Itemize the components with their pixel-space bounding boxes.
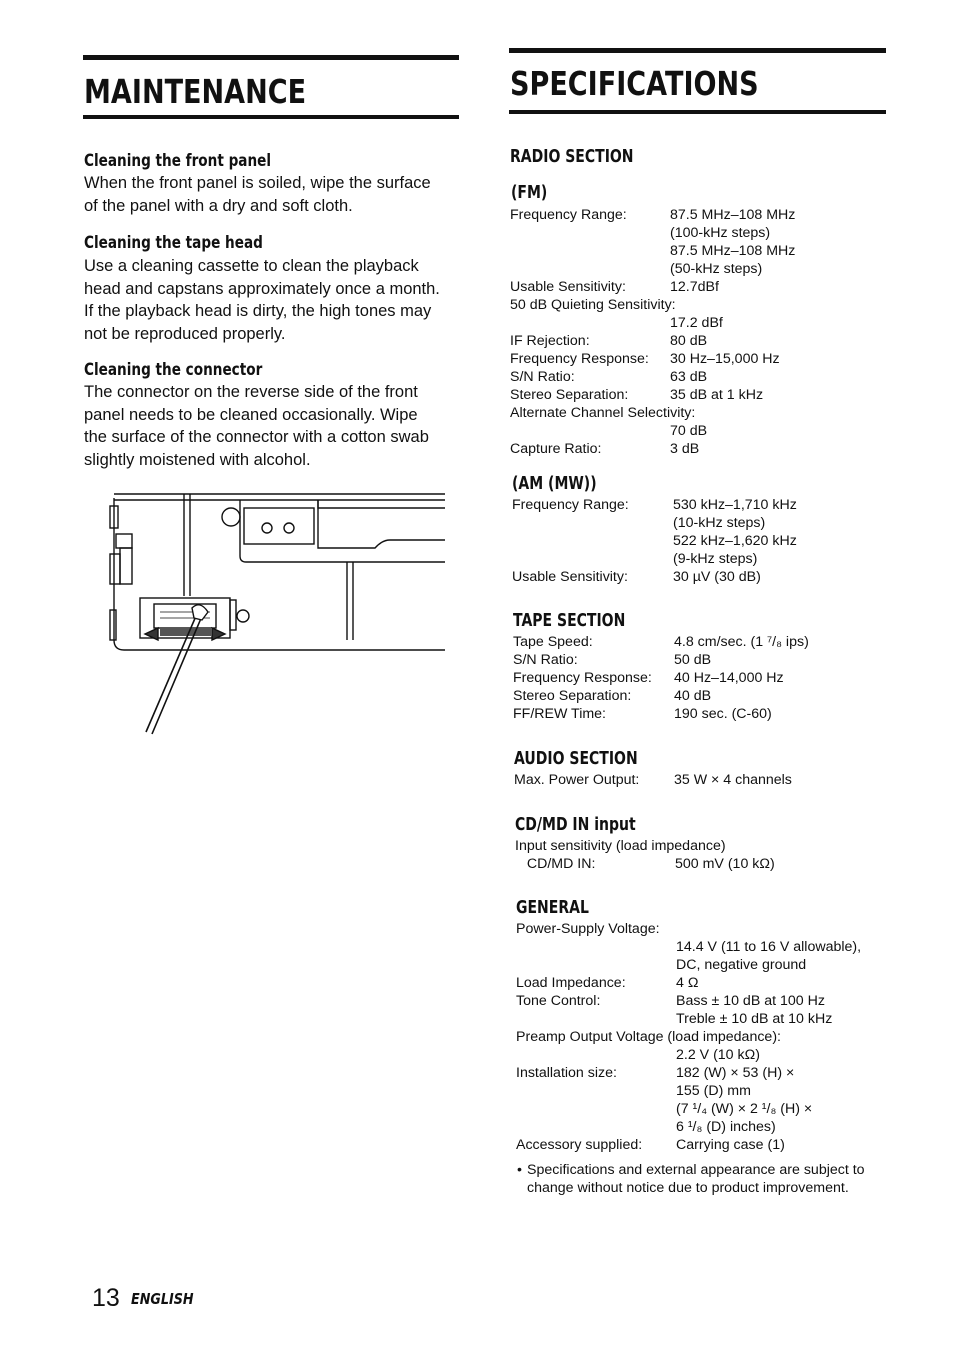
cdmd-spec-list — [515, 837, 895, 873]
general-section-heading: GENERAL — [516, 898, 589, 918]
spec-row — [513, 687, 893, 705]
spec-value: 14.4 V (11 to 16 V allowable), — [676, 939, 862, 955]
spec-value: (10-kHz steps) — [673, 515, 766, 531]
spec-label: Preamp Output Voltage (load impedance): — [516, 1029, 781, 1045]
spec-value: 4.8 cm/sec. (1 ⁷/₈ ips) — [674, 634, 809, 650]
spec-value: (50-kHz steps) — [670, 261, 763, 277]
spec-row — [510, 296, 890, 314]
spec-label: Tone Control: — [516, 993, 601, 1009]
spec-row — [516, 1064, 896, 1082]
spec-value: 6 ¹/₈ (D) inches) — [676, 1119, 776, 1135]
spec-row — [510, 332, 890, 350]
spec-row — [512, 496, 892, 514]
spec-label: S/N Ratio: — [510, 369, 575, 385]
cdmd-section-heading: CD/MD IN input — [515, 815, 636, 835]
front-panel-text — [84, 172, 431, 217]
connector-cleaning-illustration — [100, 488, 450, 738]
spec-value: 522 kHz–1,620 kHz — [673, 533, 797, 549]
spec-label: S/N Ratio: — [513, 652, 578, 668]
spec-row — [515, 837, 895, 855]
spec-value: 63 dB — [670, 369, 708, 385]
spec-row — [510, 368, 890, 386]
spec-label: IF Rejection: — [510, 333, 590, 349]
spec-value: 35 W × 4 channels — [674, 772, 792, 788]
text-line: When the front panel is soiled, wipe the surface — [84, 174, 431, 192]
spec-value: 87.5 MHz–108 MHz — [670, 243, 796, 259]
audio-spec-list — [514, 771, 894, 789]
note-line: Specifications and external appearance are subject to — [527, 1162, 865, 1178]
spec-label: Input sensitivity (load impedance) — [515, 838, 726, 854]
spec-value: 190 sec. (C-60) — [674, 706, 772, 722]
spec-value: 30 Hz–15,000 Hz — [670, 351, 780, 367]
text-line: not be reproduced properly. — [84, 325, 286, 344]
spec-label: CD/MD IN: — [515, 856, 596, 872]
spec-value: 155 (D) mm — [676, 1083, 751, 1099]
spec-label: Usable Sensitivity: — [512, 569, 628, 585]
am-spec-list — [512, 496, 892, 586]
spec-row — [513, 705, 893, 723]
spec-row — [510, 440, 890, 458]
spec-value: 40 Hz–14,000 Hz — [674, 670, 784, 686]
spec-label: 50 dB Quieting Sensitivity: — [510, 297, 676, 313]
spec-row — [510, 422, 890, 440]
spec-label: Stereo Separation: — [513, 688, 632, 704]
spec-row — [512, 514, 892, 532]
spec-value: (100-kHz steps) — [670, 225, 771, 241]
maintenance-title: MAINTENANCE — [84, 72, 307, 111]
spec-value: Bass ± 10 dB at 100 Hz — [676, 993, 825, 1009]
spec-value: 87.5 MHz–108 MHz — [670, 207, 796, 223]
spec-row — [512, 568, 892, 586]
spec-value: Carrying case (1) — [676, 1137, 785, 1153]
connector-text — [84, 381, 429, 472]
tape-head-text — [84, 255, 440, 346]
text-line: If the playback head is dirty, the high tones may — [84, 302, 432, 321]
spec-row — [513, 669, 893, 687]
spec-row — [516, 1118, 896, 1136]
spec-value: DC, negative ground — [676, 957, 807, 973]
spec-value: 40 dB — [674, 688, 712, 704]
tape-section-heading: TAPE SECTION — [513, 611, 626, 631]
spec-value: 17.2 dBf — [670, 315, 723, 331]
spec-value: 182 (W) × 53 (H) × — [676, 1065, 795, 1081]
spec-row — [512, 550, 892, 568]
text-line: head and capstans approximately once a month. — [84, 279, 440, 298]
text-line: slightly moistened with alcohol. — [84, 451, 311, 470]
spec-value: 30 µV (30 dB) — [673, 569, 761, 585]
text-line: Use a cleaning cassette to clean the playback — [84, 257, 419, 275]
am-heading: (AM (MW)) — [512, 474, 597, 494]
note-bullet: • — [517, 1162, 522, 1178]
spec-row — [516, 1046, 896, 1064]
text-line: of the panel with a dry and soft cloth. — [84, 196, 353, 215]
spec-row — [516, 938, 896, 956]
spec-label: Capture Ratio: — [510, 441, 602, 457]
audio-section-heading: AUDIO SECTION — [514, 749, 638, 769]
spec-value: (7 ¹/₄ (W) × 2 ¹/₈ (H) × — [676, 1101, 813, 1117]
spec-label: Stereo Separation: — [510, 387, 629, 403]
text-line: the surface of the connector with a cotton swab — [84, 428, 429, 447]
spec-row — [516, 992, 896, 1010]
spec-row — [510, 242, 890, 260]
spec-row — [516, 920, 896, 938]
fm-spec-list — [510, 206, 890, 458]
spec-row — [510, 350, 890, 368]
radio-section-heading: RADIO SECTION — [510, 147, 634, 167]
spec-value: 70 dB — [670, 423, 708, 439]
spec-row — [516, 974, 896, 992]
spec-row — [510, 404, 890, 422]
spec-row — [512, 532, 892, 550]
spec-label: Max. Power Output: — [514, 772, 640, 788]
text-line: The connector on the reverse side of the front — [84, 383, 418, 401]
spec-row — [510, 314, 890, 332]
spec-value: 12.7dBf — [670, 279, 719, 295]
spec-row — [516, 956, 896, 974]
spec-value: 80 dB — [670, 333, 708, 349]
spec-label: Frequency Response: — [513, 670, 652, 686]
spec-row — [515, 855, 895, 873]
tape-spec-list — [513, 633, 893, 723]
language-label: ENGLISH — [131, 1290, 194, 1308]
spec-row — [516, 1100, 896, 1118]
spec-label: Frequency Range: — [510, 207, 627, 223]
note-line: change without notice due to product improvement. — [527, 1180, 849, 1196]
spec-value: 530 kHz–1,710 kHz — [673, 497, 797, 513]
spec-row — [516, 1082, 896, 1100]
specifications-title: SPECIFICATIONS — [510, 64, 759, 103]
spec-label: Power-Supply Voltage: — [516, 921, 660, 937]
spec-value: 35 dB at 1 kHz — [670, 387, 764, 403]
spec-row — [516, 1010, 896, 1028]
spec-row — [510, 278, 890, 296]
spec-label: Frequency Range: — [512, 497, 629, 513]
connector-heading: Cleaning the connector — [84, 360, 263, 380]
spec-label: Frequency Response: — [510, 351, 649, 367]
spec-label: FF/REW Time: — [513, 706, 607, 722]
specifications-title-bar — [509, 48, 886, 114]
spec-row — [516, 1028, 896, 1046]
tape-head-heading: Cleaning the tape head — [84, 233, 263, 253]
maintenance-title-bar — [83, 55, 459, 119]
spec-value: 50 dB — [674, 652, 712, 668]
general-spec-list — [516, 920, 896, 1154]
spec-value: 4 Ω — [676, 975, 699, 991]
specifications-note — [517, 1161, 897, 1197]
spec-label: Alternate Channel Selectivity: — [510, 405, 696, 421]
spec-row — [510, 386, 890, 404]
spec-value: 3 dB — [670, 441, 700, 457]
spec-row — [513, 633, 893, 651]
spec-value: 2.2 V (10 kΩ) — [676, 1047, 760, 1063]
spec-label: Usable Sensitivity: — [510, 279, 626, 295]
spec-label: Tape Speed: — [513, 634, 593, 650]
spec-row — [513, 651, 893, 669]
spec-label: Load Impedance: — [516, 975, 626, 991]
spec-value: (9-kHz steps) — [673, 551, 758, 567]
spec-label: Installation size: — [516, 1065, 617, 1081]
text-line: panel needs to be cleaned occasionally. Wipe — [84, 405, 418, 424]
fm-heading: (FM) — [511, 183, 548, 203]
spec-value: 500 mV (10 kΩ) — [675, 856, 775, 872]
spec-label: Accessory supplied: — [516, 1137, 643, 1153]
spec-value: Treble ± 10 dB at 10 kHz — [676, 1011, 833, 1027]
front-panel-heading: Cleaning the front panel — [84, 151, 272, 171]
spec-row — [510, 206, 890, 224]
spec-row — [510, 224, 890, 242]
spec-row — [514, 771, 894, 789]
spec-row — [510, 260, 890, 278]
spec-row — [516, 1136, 896, 1154]
page-number: 13 — [92, 1284, 120, 1312]
